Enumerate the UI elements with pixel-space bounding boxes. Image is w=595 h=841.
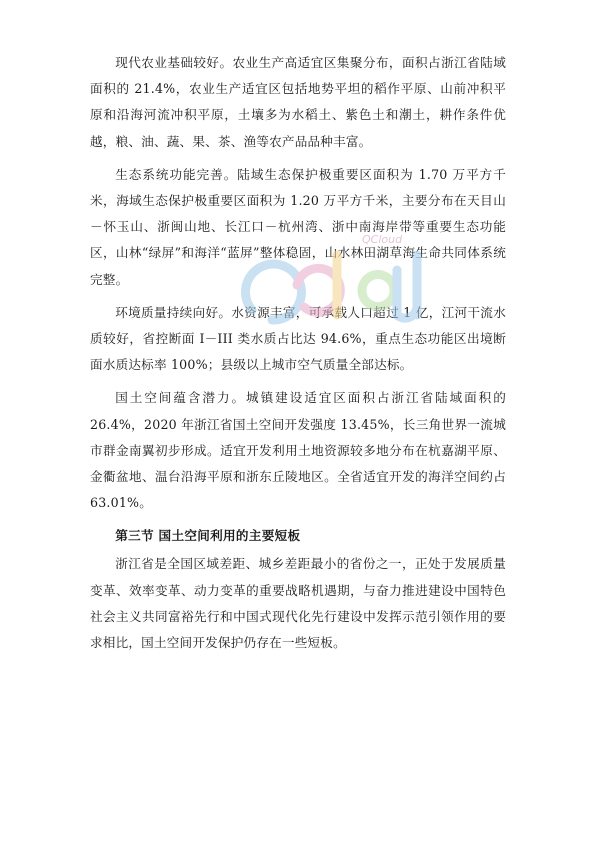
- paragraph-shortcomings: 浙江省是全国区域差距、城乡差距最小的省份之一，正处于发展质量变革、效率变革、动力变革的重要战略机遇期，与奋力推进建设中国特色社会主义共同富裕先行和中国式现代化先行建设中发挥示范引领作用的要求相比，国土空间开发保护仍存在一些短板。: [90, 556, 506, 651]
- page-content: [90, 50, 506, 663]
- paragraph-agriculture: 现代农业基础较好。农业生产高适宜区集聚分布，面积占浙江省陆域面积的 21.4%，农业生产适宜区包括地势平坦的稻作平原、山前冲积平原和沿海河流冲积平原，土壤多为水稻土、紫色土和潮土，耕作条件优越，粮、油、蔬、果、茶、渔等农产品品种丰富。: [90, 55, 506, 149]
- paragraph-spatial-potential: 国土空间蕴含潜力。城镇建设适宜区面积占浙江省陆域面积的 26.4%，2020 年浙江省国土空间开发强度 13.45%，长三角世界一流城市群金南翼初步形成。适宜开发利用土地资源较多地分布在杭嘉湖平原、金衢盆地、温台沿海平原和浙东丘陵地区。全省适宜开发的海洋空间约占 63.01%。: [90, 390, 506, 511]
- paragraph-ecosystem: 生态系统功能完善。陆域生态保护极重要区面积为 1.70 万平方千米，海域生态保护极重要区面积为 1.20 万平方千米，主要分布在天目山－怀玉山、浙闽山地、长江口－杭州湾、浙中南海岸带等重要生态功能区，山林“绿屏”和海洋“蓝屏”整体稳固，山水林田湖草海生命共同体系统完整。: [90, 166, 506, 287]
- paragraph-environment: 环境质量持续向好。水资源丰富，可承载人口超过 1 亿，江河干流水质较好，省控断面 I－III 类水质占比达 94.6%，重点生态功能区出境断面水质达标率 100%；县级以上城市空气质量全部达标。: [90, 304, 506, 373]
- watermark-text: QCloud: [362, 233, 403, 246]
- section-heading: 第三节 国土空间利用的主要短板: [115, 528, 301, 544]
